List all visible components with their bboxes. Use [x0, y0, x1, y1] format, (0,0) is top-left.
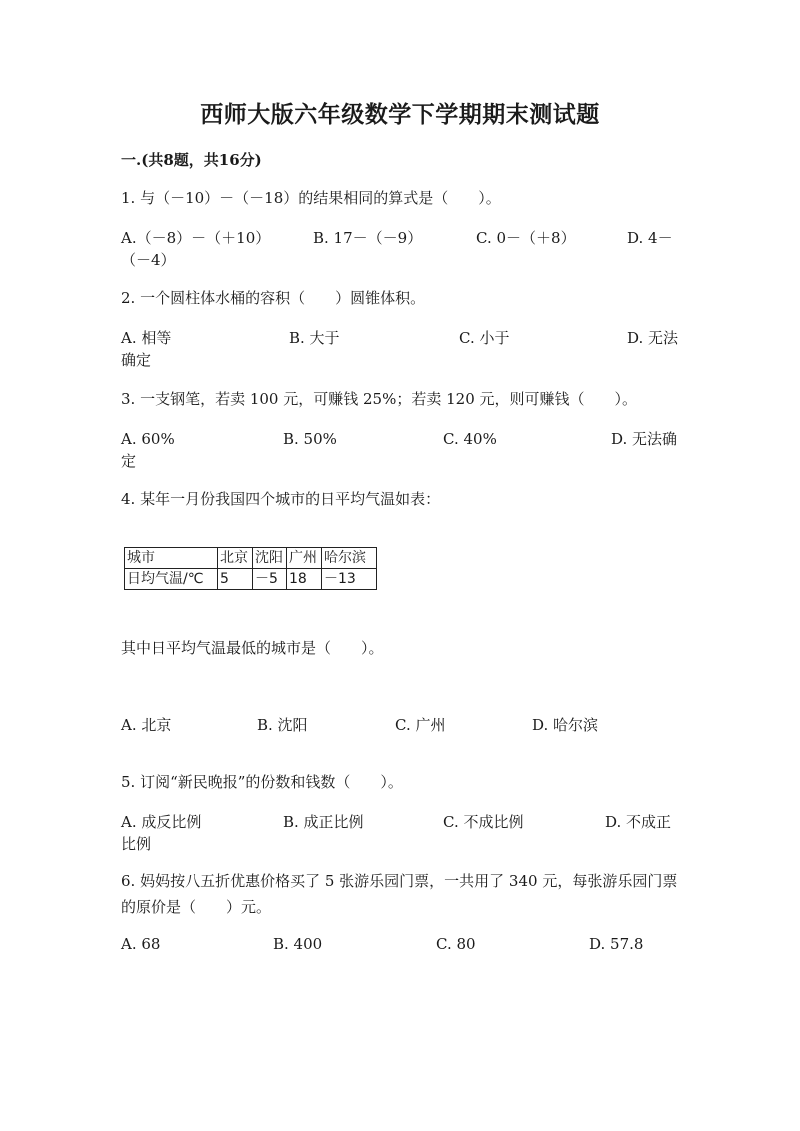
table-header-row	[125, 548, 377, 569]
question-1-option-a: A.（－8）－（＋10）	[121, 229, 271, 247]
question-2-option-d: D. 无法	[627, 329, 679, 347]
question-6-option-a: A. 68	[121, 935, 161, 953]
question-5-option-d: D. 不成正	[605, 813, 672, 831]
question-5-option-b: B. 成正比例	[283, 813, 364, 831]
question-4-option-b: B. 沈阳	[257, 716, 308, 734]
table-cell: 广州	[287, 548, 322, 569]
question-6-option-b: B. 400	[273, 935, 323, 953]
question-5-option-d-continued: 比例	[121, 835, 152, 853]
question-3-option-b: B. 50%	[283, 430, 337, 448]
question-5-option-c: C. 不成比例	[443, 813, 524, 831]
table-row	[125, 569, 377, 590]
question-1-option-d: D. 4－	[627, 229, 673, 247]
question-2-option-c: C. 小于	[459, 329, 510, 347]
table-cell: 日均气温/℃	[125, 569, 218, 590]
question-3-option-d-continued: 定	[121, 452, 137, 470]
question-3-option-d: D. 无法确	[611, 430, 678, 448]
question-1-option-c: C. 0－（＋8）	[476, 229, 576, 247]
question-1-option-d-continued: （－4）	[121, 251, 176, 269]
table-cell: 北京	[218, 548, 253, 569]
temperature-table	[124, 547, 377, 590]
question-3-option-a: A. 60%	[121, 430, 175, 448]
table-cell: －13	[322, 569, 377, 590]
question-4-question: 其中日平均气温最低的城市是（ ）。	[121, 639, 384, 657]
page-title: 西师大版六年级数学下学期期末测试题	[200, 101, 600, 128]
question-3-stem: 3. 一支钢笔，若卖 100 元，可赚钱 25%；若卖 120 元，则可赚钱（ ）。	[121, 390, 638, 408]
question-4-option-c: C. 广州	[395, 716, 446, 734]
question-2-option-a: A. 相等	[121, 329, 172, 347]
question-2-stem: 2. 一个圆柱体水桶的容积（ ）圆锥体积。	[121, 289, 426, 307]
question-4-stem: 4. 某年一月份我国四个城市的日平均气温如表：	[121, 490, 441, 508]
question-6-option-c: C. 80	[436, 935, 476, 953]
table-cell: －5	[253, 569, 287, 590]
question-3-option-c: C. 40%	[443, 430, 497, 448]
table-cell: 哈尔滨	[322, 548, 377, 569]
section-heading: 一.(共8题，共16分)	[121, 151, 262, 169]
table-cell: 5	[218, 569, 253, 590]
question-5-stem: 5. 订阅“新民晚报”的份数和钱数（ ）。	[121, 773, 403, 791]
table-cell: 18	[287, 569, 322, 590]
question-2-option-b: B. 大于	[289, 329, 340, 347]
question-2-option-d-continued: 确定	[121, 351, 152, 369]
table-cell: 沈阳	[253, 548, 287, 569]
question-5-option-a: A. 成反比例	[121, 813, 202, 831]
question-1-option-b: B. 17－（－9）	[313, 229, 423, 247]
question-6-stem: 6. 妈妈按八五折优惠价格买了 5 张游乐园门票，一共用了 340 元，每张游乐园门票的原价是（ ）元。	[121, 872, 678, 916]
question-4-option-d: D. 哈尔滨	[532, 716, 599, 734]
question-6-option-d: D. 57.8	[589, 935, 644, 953]
question-1-stem: 1. 与（－10）－（－18）的结果相同的算式是（ ）。	[121, 189, 501, 207]
question-4-option-a: A. 北京	[121, 716, 172, 734]
table-cell: 城市	[125, 548, 218, 569]
